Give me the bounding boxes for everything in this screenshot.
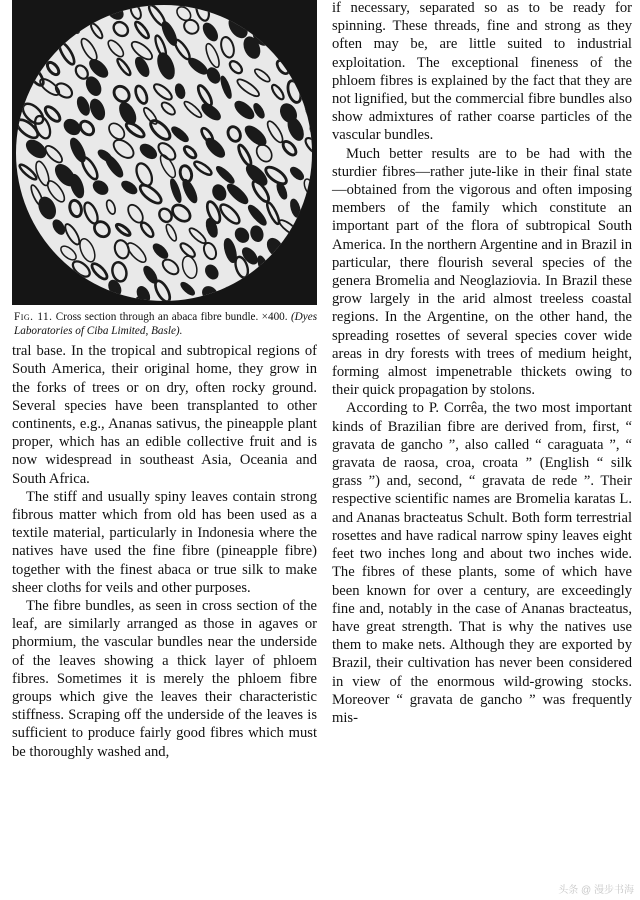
figure-source: (Dyes Laboratories of Ciba Limited, Basle). (14, 311, 318, 337)
right-column (332, 0, 632, 727)
right-paragraph-1: if necessary, separated so as to be ready for spinning. These threads, fine and strong as they often may be, are little suited to industrial exploitation. The exceptional fineness of the phloem fibres is explained by the fact that they are not lignified, but the commercial fibre bundles also show admixtures of rather coarse particles of the vascular bundles. (332, 0, 632, 144)
left-paragraph-3: The fibre bundles, as seen in cross section of the leaf, are similarly arranged as those in agaves or phormium, the vascular bundles near the underside of the leaves showing a thick layer of phloem fibres. Sometimes it is merely the phloem fibre groups which give the leaves their characteristic stiffness. Scraping off the underside of the leaves is sufficient to produce fairly good fibres which must be thoroughly washed and, (12, 598, 317, 760)
left-paragraph-2: The stiff and usually spiny leaves contain strong fibrous matter which from old has been used as a textile material, particularly in Indonesia where the natives have used the fine fibre (pineapple fibre) together with the finest abaca or true silk to make sheer cloths for veils and other purposes. (12, 488, 317, 596)
figure-label: Fig. 11. (14, 311, 53, 323)
left-column (12, 0, 317, 761)
figure-caption (14, 311, 317, 338)
figure-caption-text: Cross section through an abaca fibre bundle. ×400. (55, 311, 288, 323)
watermark: 头条 @ 漫步书海 (558, 885, 634, 896)
right-paragraph-3: According to P. Corrêa, the two most important kinds of Brazilian fibre are derived from, first, “ gravata de gancho ”, also called “ caraguata ”, “ gravata de raosa, croa, croata ” (English “ silk grass ”) and, second, “ gravata de rede ”. Their respective scientific names are Bromelia karatas L. and Ananas bracteatus Schult. Both form terrestrial rosettes and have radical narrow spiny leaves eight feet two inches long and about two inches wide. The fibres of these plants, some of which have been known for over a century, are exceedingly fine and, notably in the case of Ananas bracteatus, have great strength. That is why the natives use them to make nets. Although they are exported by Brazil, their cultivation has never been considered in view of the enormous wild-growing stocks. Moreover “ gravata de gancho ” was frequently mis- (332, 400, 632, 726)
micrograph-figure (12, 0, 317, 305)
right-paragraph-2: Much better results are to be had with the sturdier fibres—rather jute-like in their final state—obtained from the vigorous and often imposing members of the family which constitute an important part of the flora of subtropical South America. In the northern Argentine and in Brazil in particular, there flourish several species of the genera Bromelia and Neoglaziovia. In Brazil these grow largely in the arid almost treeless coastal regions. In the Argentine, on the other hand, the spreading rosettes of several species cover wide areas in dry forests with trees of medium height, forming almost impenetrable thickets owing to their quick propagation by stolons. (332, 145, 632, 399)
micrograph-image (12, 0, 317, 305)
left-paragraph-1: tral base. In the tropical and subtropical regions of South America, their original home, they grow in the forks of trees or on dry, often rocky ground. Several species have been transplanted to other continents, e.g., Ananas sativus, the pineapple plant proper, which has an edible collective fruit and is now widespread in southeast Asia, Oceania and South Africa. (12, 343, 317, 487)
